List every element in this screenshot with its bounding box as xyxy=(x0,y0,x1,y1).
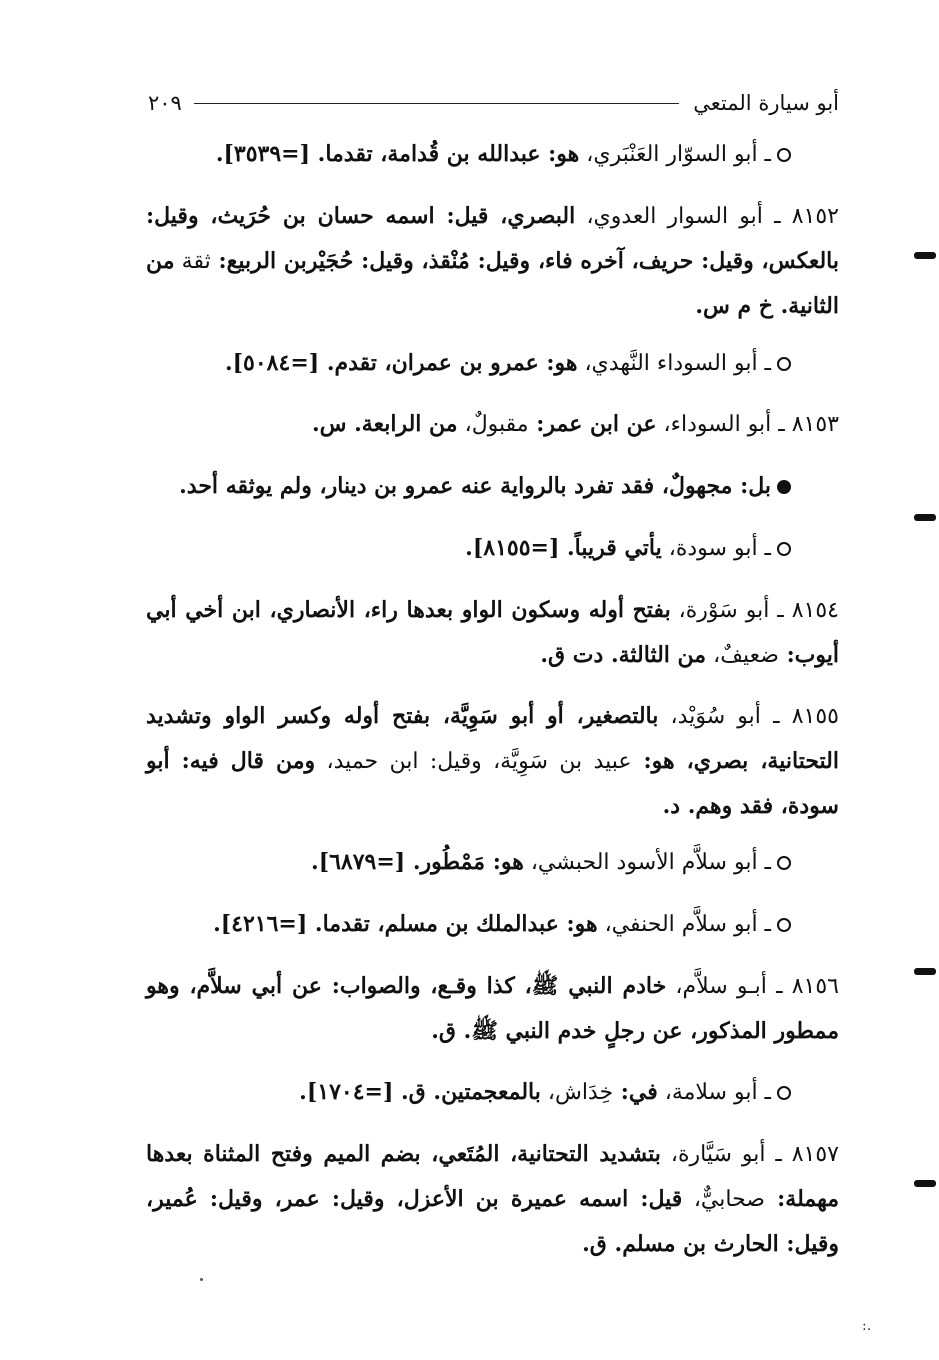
header-rule xyxy=(194,103,679,104)
hollow-circle-icon xyxy=(777,148,791,162)
footer-dots: .: xyxy=(862,1318,872,1334)
narrator-entry: ٨١٥٥ ـ أبو سُوَيْد، بالتصغير، أو أبو سَوِيَّة، بفتح أوله وكسر الواو وتشديد التحتانية، بصري، هو: عبيد بن سَوِيَّة، وقيل: ابن حميد، ومن قال فيه: أبو سودة، فقد وهم. د. xyxy=(146,703,839,819)
narrator-entry: ٨١٥٦ ـ أبـو سلاَّم، خادم النبي ﷺ، كذا وقـع، والصواب: عن أبي سلاَّم، وهو ممطور المذكور، عن رجلٍ خدم النبي ﷺ. ق. xyxy=(146,973,839,1044)
narrator-entry: ٨١٥٧ ـ أبو سَيَّارة، بتشديد التحتانية، المُتَعي، بضم الميم وفتح المثناة بعدها مهملة: صحابيٌّ، قيل: اسمه عميرة بن الأعزل، وقيل: عمر، وقيل: عُمير، وقيل: الحارث بن مسلم. ق. xyxy=(146,1141,839,1257)
margin-mark xyxy=(914,252,936,259)
hollow-circle-icon xyxy=(777,542,791,556)
hollow-circle-icon xyxy=(777,856,791,870)
running-title: أبو سيارة المتعي xyxy=(693,91,839,115)
margin-mark xyxy=(914,1180,936,1187)
editor-note: بل: مجهولٌ، فقد تفرد بالرواية عنه عمرو بن دينار، ولم يوثقه أحد. xyxy=(160,464,791,509)
cross-reference-entry: ـ أبو سلاَّم الحنفي، هو: عبدالملك بن مسلم، تقدما. [=٤٢١٦]. xyxy=(160,902,791,947)
cross-reference-entry: ـ أبو سلاَّم الأسود الحبشي، هو: مَمْطُور. [=٦٨٧٩]. xyxy=(240,840,791,885)
filled-circle-icon xyxy=(777,480,791,494)
cross-reference-entry: ـ أبو سلامة، في: خِدَاش، بالمعجمتين. ق. [=١٧٠٤]. xyxy=(220,1070,791,1115)
hollow-circle-icon xyxy=(777,918,791,932)
narrator-entry: ٨١٥٣ ـ أبو السوداء، عن ابن عمر: مقبولٌ، من الرابعة. س. xyxy=(311,411,839,437)
hollow-circle-icon xyxy=(777,1086,791,1100)
margin-mark xyxy=(914,968,936,975)
hollow-circle-icon xyxy=(777,357,791,371)
margin-mark xyxy=(914,514,936,521)
narrator-entry: ٨١٥٤ ـ أبو سَوْرة، بفتح أوله وسكون الواو بعدها راء، الأنصاري، ابن أخي أبي أيوب: ضعيفٌ، من الثالثة. دت ق. xyxy=(146,597,839,668)
cross-reference-entry: ـ أبو السوّار العَنْبَري، هو: عبدالله بن قُدامة، تقدما. [=٣٥٣٩]. xyxy=(160,132,791,177)
cross-reference-entry: ـ أبو سودة، يأتي قريباً. [=٨١٥٥]. xyxy=(160,526,791,571)
running-header xyxy=(148,86,839,120)
speck xyxy=(200,1278,203,1281)
narrator-entry: ٨١٥٢ ـ أبو السوار العدوي، البصري، قيل: اسمه حسان بن حُرَيث، وقيل: بالعكس، وقيل: حريف، آخره فاء، وقيل: مُنْقذ، وقيل: حُجَيْربن الربيع: ثقة من الثانية. خ م س. xyxy=(146,203,839,319)
page-number: ٢٠٩ xyxy=(148,91,182,115)
cross-reference-entry: ـ أبو السوداء النَّهدي، هو: عمرو بن عمران، تقدم. [=٥٠٨٤]. xyxy=(160,341,791,386)
